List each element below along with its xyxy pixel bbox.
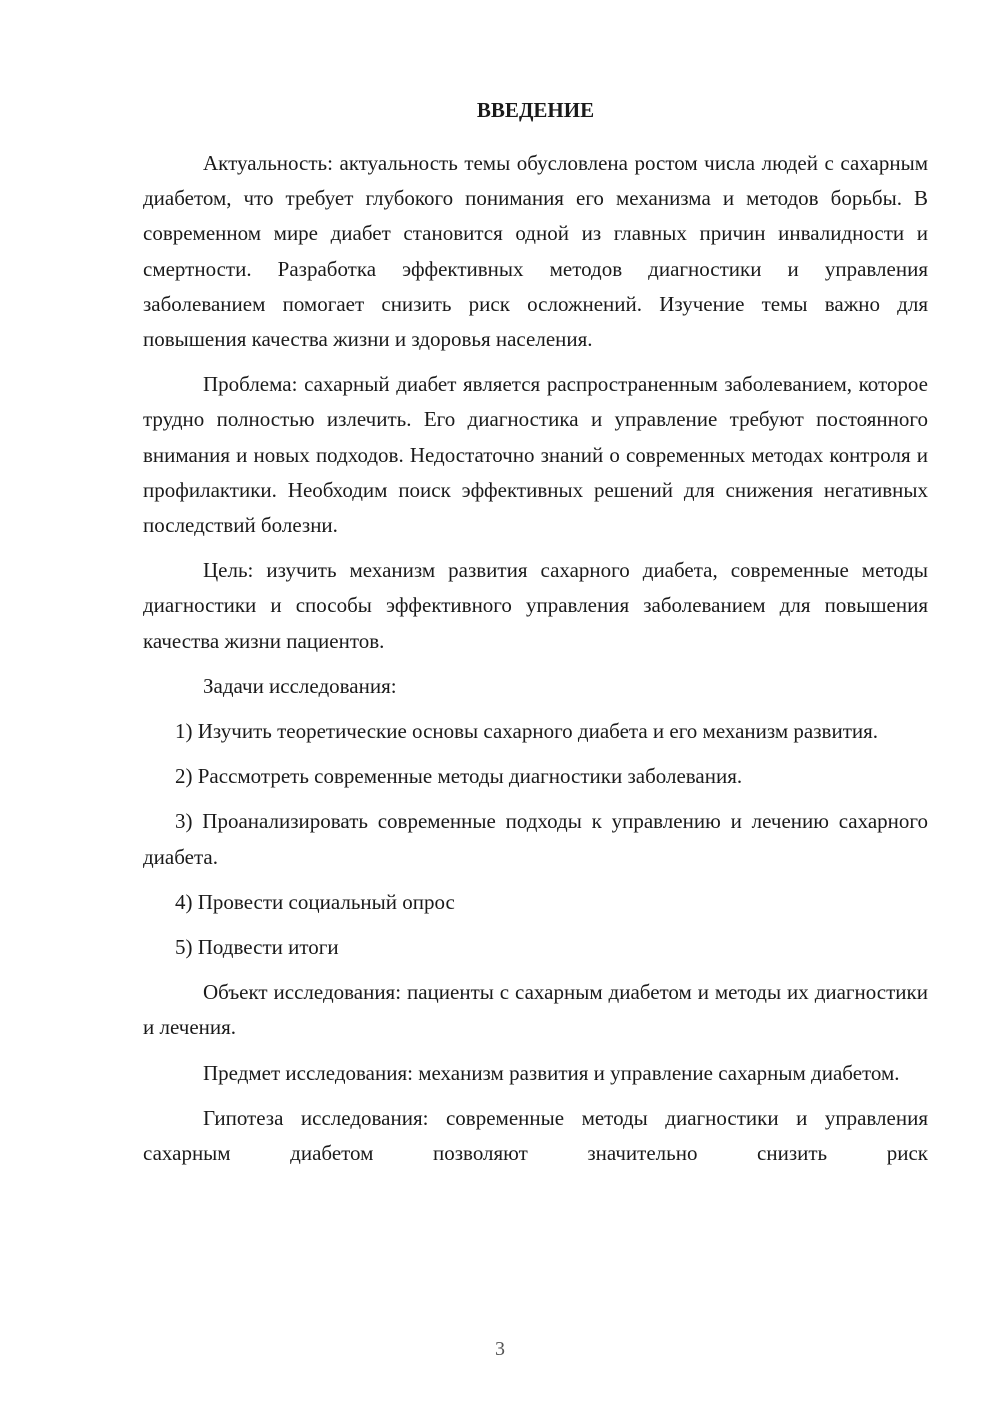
paragraph-subject: Предмет исследования: механизм развития и управление сахарным диабетом. <box>203 1060 900 1085</box>
task-item-5: 5) Подвести итоги <box>175 935 339 960</box>
paragraph-hypothesis: Гипотеза исследования: современные методы диагностики и управления сахарным диабетом позволяют значительно снизить риск <box>143 1105 928 1166</box>
paragraph-object: Объект исследования: пациенты с сахарным диабетом и методы их диагностики и лечения. <box>143 980 928 1040</box>
paragraph-goal: Цель: изучить механизм развития сахарного диабета, современные методы диагностики и способы эффективного управления заболеванием для повышения качества жизни пациентов. <box>143 558 928 653</box>
page-number: 3 <box>495 1338 505 1360</box>
task-item-4: 4) Провести социальный опрос <box>175 889 455 914</box>
page-title: ВВЕДЕНИЕ <box>476 98 595 122</box>
document-page <box>143 96 928 1171</box>
task-item-1: 1) Изучить теоретические основы сахарного диабета и его механизм развития. <box>175 719 879 744</box>
paragraph-tasks-heading: Задачи исследования: <box>203 673 397 698</box>
paragraph-problem: Проблема: сахарный диабет является распространенным заболеванием, которое трудно полностью излечить. Его диагностика и управление требуют постоянного внимания и новых подходов. Недостаточно знаний о современных методах контроля и профилактики. Необходим поиск эффективных решений для снижения негативных последствий болезни. <box>143 372 928 538</box>
task-item-3: 3) Проанализировать современные подходы к управлению и лечению сахарного диабета. <box>143 809 928 869</box>
task-item-2: 2) Рассмотреть современные методы диагностики заболевания. <box>175 764 743 789</box>
paragraph-relevance: Актуальность: актуальность темы обусловлена ростом числа людей с сахарным диабетом, что требует глубокого понимания его механизма и методов борьбы. В современном мире диабет становится одной из главных причин инвалидности и смертности. Разработка эффективных методов диагностики и управления заболеванием помогает снизить риск осложнений. Изучение темы важно для повышения качества жизни и здоровья населения. <box>143 151 928 352</box>
